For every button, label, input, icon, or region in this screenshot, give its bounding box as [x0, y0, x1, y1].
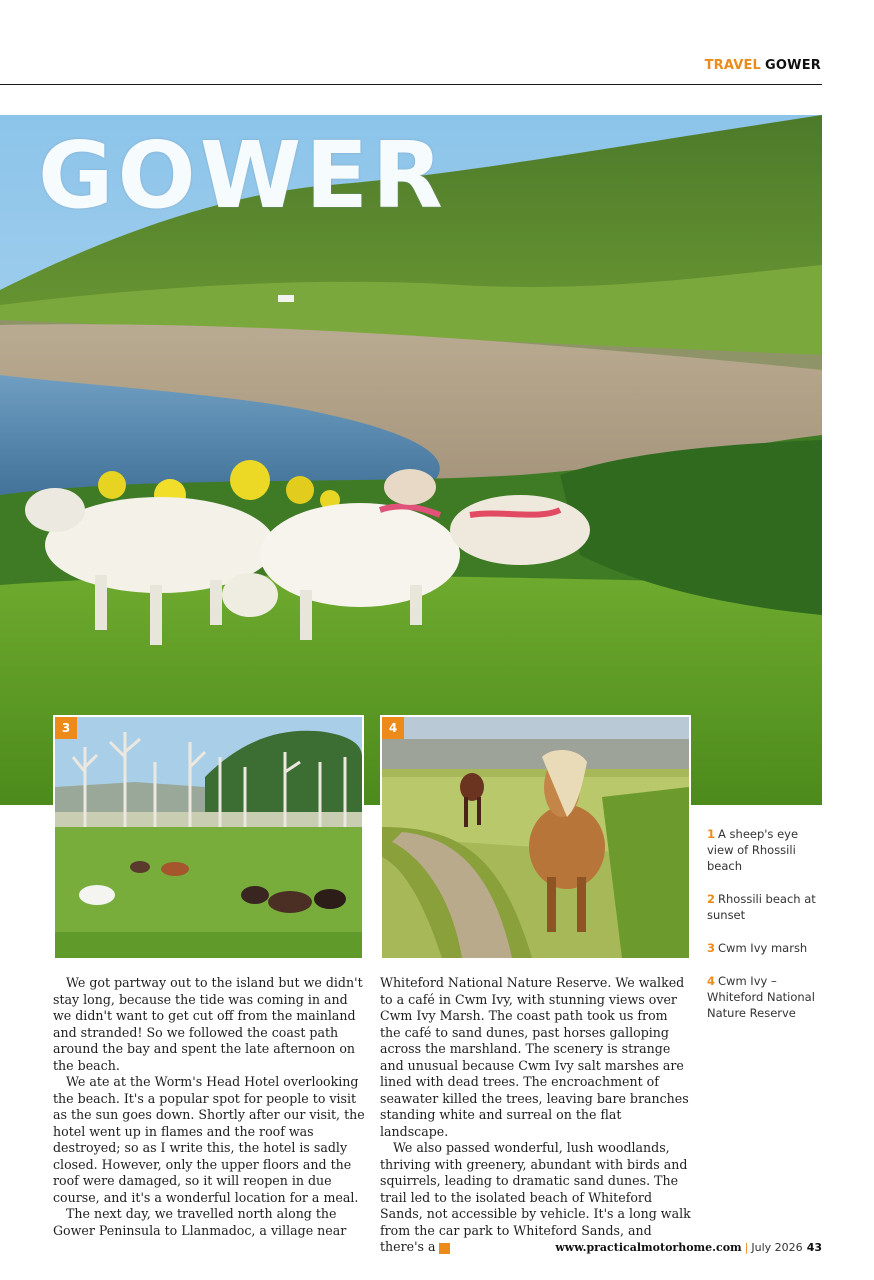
caption-item — [707, 973, 825, 1021]
body-column-2 — [380, 975, 692, 1256]
photo-captions — [707, 826, 825, 1038]
caption-text: Rhossili beach at sunset — [707, 892, 816, 922]
caption-number: 2 — [707, 892, 716, 906]
body-paragraph: The next day, we travelled north along the Gower Peninsula to Llanmadoc, a village near — [53, 1206, 347, 1238]
page-footer — [555, 1241, 822, 1254]
caption-item — [707, 940, 825, 956]
section-tag — [705, 58, 821, 73]
body-paragraph-text: We also passed wonderful, lush woodlands, thriving with greenery, abundant with birds and squirrels, leading to dramatic sand dunes. The trail led to the isolated beach of Whiteford Sands, not accessible by vehicle. It's a long walk from the car park to Whiteford Sands, and there's a — [380, 1140, 691, 1254]
caption-number: 4 — [707, 974, 716, 988]
inset-number-badge: 4 — [382, 717, 404, 739]
caption-text: A sheep's eye view of Rhossili beach — [707, 827, 799, 873]
caption-text: Cwm Ivy – Whiteford National Nature Reserve — [707, 974, 815, 1020]
topic-label: GOWER — [765, 58, 821, 73]
caption-number: 1 — [707, 827, 716, 841]
footer-separator: | — [744, 1241, 749, 1254]
page-number: 43 — [806, 1241, 822, 1254]
inset-photo-cwm-ivy-marsh — [53, 715, 364, 960]
caption-item — [707, 826, 825, 874]
footer-date: July 2026 — [751, 1241, 803, 1254]
section-label: TRAVEL — [704, 58, 762, 73]
inset-number-badge: 3 — [55, 717, 77, 739]
body-paragraph: We got partway out to the island but we didn't stay long, because the tide was coming in and we didn't want to get cut off from the mainland and stranded! So we followed the coast path around the bay and spent the late afternoon on the beach. — [53, 975, 363, 1073]
footer-url[interactable]: www.practicalmotorhome.com — [555, 1241, 742, 1254]
body-column-1 — [53, 975, 365, 1239]
body-paragraph: Whiteford National Nature Reserve. We walked to a café in Cwm Ivy, with stunning views over Cwm Ivy Marsh. The coast path took us from the café to sand dunes, past horses galloping across the marshland. The scenery is strange and unusual because Cwm Ivy salt marshes are lined with dead trees. The encroachment of seawater killed the trees, leaving bare branches standing white and surreal on the flat landscape. — [380, 975, 689, 1139]
caption-item — [707, 891, 825, 923]
hero-title: GOWER — [38, 122, 447, 229]
caption-text: Cwm Ivy marsh — [718, 941, 808, 955]
header-rule — [0, 84, 822, 85]
caption-number: 3 — [707, 941, 716, 955]
continue-arrow-icon: ▸ — [439, 1243, 450, 1254]
body-paragraph — [380, 1140, 692, 1256]
inset-photo-whiteford-horses — [380, 715, 691, 960]
body-paragraph: We ate at the Worm's Head Hotel overlooking the beach. It's a popular spot for people to visit as the sun goes down. Shortly after our visit, the hotel went up in flames and the roof was destroyed; so as I write this, the hotel is sadly closed. However, only the upper floors and the roof were damaged, so it will reopen in due course, and it's a wonderful location for a meal. — [53, 1074, 365, 1205]
